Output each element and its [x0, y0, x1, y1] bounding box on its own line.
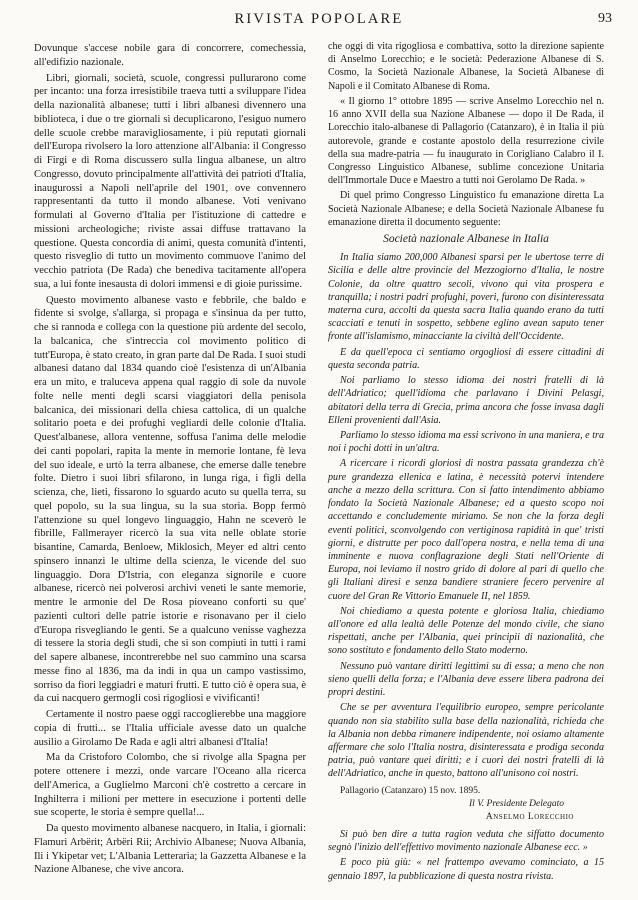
manifesto-paragraph: Noi chiediamo a questa potente e gloriosa Italia, chiediamo all'onore ed alla lealtà delle Potenze del mondo civile, che siano rispettati, anche per l'Albania, quei principii di nazionalità, che sono sostituto e fondamento dello Stato moderno.	[328, 605, 604, 657]
manifesto-paragraph: Noi parliamo lo stesso idioma dei nostri fratelli di là dell'Adriatico; quell'idioma che parlavano i Divini Pelasgi, abitatori della terra di Grecia, prima ancora che fosse invasa dagli Elleni provenienti dall'Asia.	[328, 375, 604, 426]
paragraph: Questo movimento albanese vasto e febbrile, che baldo e fidente si svolge, s'allarga, si propaga e s'insinua da per tutto, che si rannoda e collega con la questione più ardente del secolo, la balcanica, che s'intreccia col movimento politico di tutt'Europa, è stato creato, in gran parte dal De Rada. I suoi studi albanesi datano dal 1834 quando cioè l'esistenza di un'Albania era un mito, e traluceva appena qual raggio di sole da nuvole folte nelle menti degli scarsi viaggiatori della penisola balcanica, dei missionari della chiesa cattolica, di un qualche solitario poeta e dei profughi vegliardi delle colonie d'Italia. Quest'albanese, allora ventenne, soffusa l'anima delle melodie dei canti popolari, rapita la mente in memorie lontane, fè leva del suo ideale, e urtò la terra albanese, che emerse dalle tenebre folte. Dietro i suoi libri sfilarono, in lunga riga, i figli della scienza, che, lieti, fissarono lo sguardo acuto su quella terra, su quel popolo, su la sua lingua, su la sua storia. Bopp fermò l'attenzione su quel longevo linguaggio, Hahn ne sceverò le fibrille, Fallmerayer ricercò la sua vita nelle oblate storie bisantine, Camarda, Benloew, Miklosich, Meyer ed altri cento spinsero innanzi le ultime della scienza, le vicende del suo linguaggio. Dora D'Istria, con eleganza signorile e cuore albanese, ricercò nei polverosi archivi veneti le sante memorie, mentre le armonie del De Rosa pioveano conforti su que' pazienti cultori delle patrie istorie e risonavano per il cielo d'Europa risvegliando le genti. Se a qualcuno venisse vaghezza di tessere la storia degli studi, che si son compiuti in tutti i rami del sapere albanese, incontrerebbe nel suo cammino una scarsa messe fino al 1836, ma da indi in qua un campo vastissimo, sorriso da fiori leggiadri e maturi frutti. E tutto ciò è opera sua, è da cui nacquero germogli così rigogliosi e vivificanti!	[34, 294, 306, 705]
paragraph: « Il giorno 1° ottobre 1895 — scrive Anselmo Lorecchio nel n. 16 anno XVII della sua Nazione Albanese — dopo il De Rada, il Lorecchio italo-albanese di Pallagorio (Catanzaro), è in Italia il più autorevole, grande e costante apostolo della resurrezione civile della sua madre-patria — fu inaugurato in Corigliano Calabro il I. Congresso Linguistico Albanese, sublime concezione Unitaria dell'Immortale Duce e Maestro a tutti noi Gerolamo De Rada. »	[328, 95, 604, 187]
journal-title: RIVISTA POPOLARE	[234, 11, 404, 27]
signature-name: Anselmo Lorecchio	[485, 811, 574, 822]
manifesto	[328, 251, 604, 781]
left-column	[34, 42, 306, 879]
manifesto-paragraph: Che se per avventura l'equilibrio europeo, sempre pericolante quando non sia stabilito sulla base della nazionalità, richieda che la Albania non debba rimanere indipendente, noi osiamo altamente affermare che solo l'Italia nostra, disinteressata e prodiga seconda patria, può vantare quei diritti; e i cuori dei nostri fratelli di là dell'Adriatico, anche in questo, battono all'unisono coi nostri.	[328, 702, 604, 780]
paragraph: Ma da Cristoforo Colombo, che si rivolge alla Spagna per potere ottenere i mezzi, onde varcare l'Oceano alla ricerca dell'America, a Guglielmo Marconi ch'è costretto a cercare in Inghilterra i milioni per mettere in esecuzione i portenti delle sue scoperte, le storia è sempre quella!...	[34, 752, 306, 819]
manifesto-paragraph: A ricercare i ricordi gloriosi di nostra passata grandezza ch'è pure grandezza ellenica e latina, è necessità potervi intendere anche a mezzo della scrittura. Con si fatto intendimento abbiamo fondato la Società Nazionale Albanese; ed a questo scopo noi accettando e concludemente miriamo. Se non che la forza degli eventi politici, sconvolgendo con vertiginosa rapidità in que' tristi giorni, e distrutte per poco dall'opera nostra, e nella tema di una imminente e nuova conflagrazione degli Stati nell'Oriente di Europa, noi leviamo il nostro grido di dolore al pari di quello che gli Italiani diresi e senza bandiere straniere fecero pervenire al cuore del Gran Re Vittorio Emanuele II, nel 1859.	[328, 458, 604, 602]
paragraph: E poco più giù: « nel frattempo avevamo cominciato, a 15 gennaio 1897, la pubblicazione di questa nostra rivista.	[328, 857, 604, 882]
paragraph: Dovunque s'accese nobile gara di concorrere, comechessia, all'edifizio nazionale.	[34, 43, 306, 68]
manifesto-paragraph: In Italia siamo 200,000 Albanesi sparsi per le ubertose terre di Sicilia e delle altre provincie del Mezzogiorno d'Italia, le nostre Colonie, da oltre quattro secoli, vivono qui vita prospera e tranquilla; i nostri padri profughi, poveri, furono con disinteressata materna cura, accolti da questa sacra Italia quando erano da tutti scacciati e tenuti in sospetto, sebbene eglino avean saputo tener fronte all'islamismo, minacciante la civiltà dell'Occidente.	[328, 252, 604, 343]
paragraph: che oggi di vita rigogliosa e combattiva, sotto la direzione sapiente di Anselmo Lorecchio; e le società: Pederazione Albanese di S. Cosmo, la Società Nazionale Albanese, la Società Albanese di Napoli e il Comitato Albanese di Roma.	[328, 41, 604, 92]
signature-role: Il V. Presidente Delegato	[469, 799, 564, 810]
page-number: 93	[598, 11, 612, 26]
right-column	[328, 40, 604, 885]
manifesto-paragraph: Nessuno può vantare diritti legittimi su di essa; a meno che non sieno quelli della forza; e l'Albania deve essere libera padrona dei propri destini.	[328, 660, 604, 699]
paragraph: Da questo movimento albanese nacquero, in Italia, i giornali: Flamuri Arbërit; Arbëri Rii; Archivio Albanese; Nuova Albania, Ili i Ykipetar vet; L'Albania Letteraria; la Gazzetta Albanese e la Nazione Albanese, che vive ancora.	[34, 823, 306, 876]
paragraph: Certamente il nostro paese oggi raccoglierebbe una maggiore copia di frutti... se l'Italia ufficiale avesse dato un qualche ausilio a Girolamo De Rada e agli altri albanesi d'Italia!	[34, 709, 306, 748]
paragraph: Libri, giornali, società, scuole, congressi pullurarono come per incanto: una forza irresistibile traeva tutti a sviluppare l'idea della nazionalità albanese; tutti i libri albanesi divennero una biblioteca, i due o tre giornali si decuplicarono, l'esiguo numero delle scuole crebbe maravigliosamente, i più reputati giornali dell'Europa rivolsero la loro attenzione all'Albania: il Congresso di Firgi e di Roma discussero sulla lingua albanese, un altro Congresso, dovuto principalmente all'attività dei patrioti d'Italia, inaugurossi a Napoli nell'aprile del 1901, ove convennero rappresentanti da tutto il mondo albanese. Voti venivano formulati al Governo d'Italia per l'istituzione di cattedre e missioni archeologiche; riviste assai diffuse trattavano la questione. Questa concordia di animi, questa comunità d'intenti, questo risveglio di tutto un movimento commuove l'animo del vecchio patriota (De Rada) che benediva tacitamente all'opera sua, a lui fonte inesausta di dolori immensi e di gioie purissime.	[34, 72, 306, 290]
signature-block	[328, 798, 604, 823]
manifesto-title: Società nazionale Albanese in Italia	[383, 233, 549, 246]
page-header	[0, 11, 638, 33]
manifesto-paragraph: E da quell'epoca ci sentiamo orgogliosi di essere cittadini di questa seconda patria.	[328, 346, 604, 371]
paragraph: Di quel primo Congresso Linguistico fu emanazione diretta La Società Nazionale Albanese; e della Società Nazionale Albanese fu emanazione diretta il documento seguente:	[328, 190, 604, 228]
paragraph: Si può ben dire a tutta ragion veduta che siffatto documento segnò l'inizio dell'effettivo movimento nazionale Albanese ecc. »	[328, 828, 604, 854]
place-date: Pallagorio (Catanzaro) 15 nov. 1895.	[340, 785, 481, 796]
manifesto-paragraph: Parliamo lo stesso idioma ma essi scrivono in una maniera, e tra noi i pochi dotti in un'altra.	[328, 429, 604, 455]
